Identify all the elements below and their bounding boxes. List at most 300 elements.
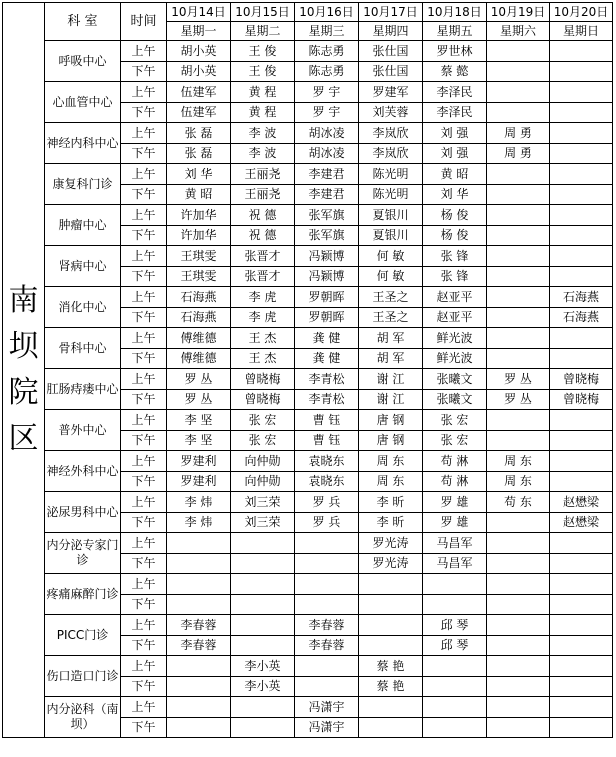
table-row [3, 82, 613, 103]
doctor-cell: 王丽尧 [231, 184, 295, 205]
doctor-cell: 邱 琴 [423, 635, 487, 656]
department-name: 泌尿男科中心 [45, 492, 121, 533]
doctor-cell [295, 676, 359, 697]
doctor-cell: 祝 德 [231, 205, 295, 226]
doctor-cell: 袁晓东 [295, 451, 359, 472]
doctor-cell: 邱 琴 [423, 615, 487, 636]
doctor-cell: 李 炜 [167, 512, 231, 533]
doctor-cell [487, 348, 550, 369]
doctor-cell: 龚 健 [295, 348, 359, 369]
table-row [3, 656, 613, 677]
doctor-cell: 李 虎 [231, 307, 295, 328]
department-name: PICC门诊 [45, 615, 121, 656]
table-row [3, 451, 613, 472]
doctor-cell [231, 697, 295, 718]
doctor-cell: 杨 俊 [423, 205, 487, 226]
doctor-cell: 陈志勇 [295, 41, 359, 62]
doctor-cell: 罗建利 [167, 451, 231, 472]
doctor-cell: 胡冰凌 [295, 123, 359, 144]
doctor-cell: 黄 程 [231, 82, 295, 103]
doctor-cell: 李小英 [231, 676, 295, 697]
doctor-cell: 李 虎 [231, 287, 295, 308]
doctor-cell [487, 512, 550, 533]
doctor-cell: 张军旗 [295, 205, 359, 226]
period-label: 上午 [121, 287, 167, 308]
doctor-cell [359, 615, 423, 636]
doctor-cell: 苟 淋 [423, 451, 487, 472]
date-header: 10月17日 [359, 3, 423, 22]
table-row [3, 410, 613, 431]
doctor-cell: 罗 雄 [423, 492, 487, 513]
doctor-cell: 杨 俊 [423, 225, 487, 246]
doctor-cell: 周 东 [359, 451, 423, 472]
doctor-cell: 罗 宇 [295, 102, 359, 123]
doctor-cell: 陈光明 [359, 164, 423, 185]
doctor-cell: 谢 江 [359, 369, 423, 390]
doctor-cell: 罗 宇 [295, 82, 359, 103]
doctor-cell: 王圣之 [359, 287, 423, 308]
department-name: 普外中心 [45, 410, 121, 451]
doctor-cell: 张仕国 [359, 61, 423, 82]
dept-header: 科 室 [45, 3, 121, 41]
period-label: 下午 [121, 635, 167, 656]
doctor-cell [487, 553, 550, 574]
date-header: 10月20日 [550, 3, 613, 22]
period-label: 下午 [121, 143, 167, 164]
date-header: 10月14日 [167, 3, 231, 22]
department-name: 神经外科中心 [45, 451, 121, 492]
period-label: 上午 [121, 697, 167, 718]
doctor-cell: 赵懋梁 [550, 512, 613, 533]
doctor-cell: 赵亚平 [423, 287, 487, 308]
period-label: 下午 [121, 102, 167, 123]
doctor-cell: 黄 程 [231, 102, 295, 123]
department-name: 伤口造口门诊 [45, 656, 121, 697]
period-label: 上午 [121, 656, 167, 677]
doctor-cell: 曾晓梅 [231, 389, 295, 410]
doctor-cell: 张 宏 [423, 410, 487, 431]
doctor-cell [550, 410, 613, 431]
doctor-cell [487, 205, 550, 226]
doctor-cell [550, 533, 613, 554]
doctor-cell: 李小英 [231, 656, 295, 677]
doctor-cell [550, 717, 613, 738]
doctor-cell [231, 533, 295, 554]
doctor-cell: 刘 华 [423, 184, 487, 205]
doctor-cell [487, 676, 550, 697]
doctor-cell: 龚 健 [295, 328, 359, 349]
doctor-cell: 张 磊 [167, 123, 231, 144]
doctor-cell: 赵亚平 [423, 307, 487, 328]
doctor-cell: 夏银川 [359, 205, 423, 226]
doctor-cell: 李春蓉 [167, 635, 231, 656]
doctor-cell: 张 磊 [167, 143, 231, 164]
doctor-cell: 李 昕 [359, 492, 423, 513]
doctor-cell: 夏银川 [359, 225, 423, 246]
doctor-cell: 王 杰 [231, 348, 295, 369]
doctor-cell: 曹 钰 [295, 430, 359, 451]
table-row [3, 41, 613, 62]
period-label: 上午 [121, 82, 167, 103]
doctor-cell [487, 635, 550, 656]
doctor-cell: 曾晓梅 [231, 369, 295, 390]
doctor-cell: 冯颖博 [295, 266, 359, 287]
doctor-cell [550, 471, 613, 492]
department-name: 肾病中心 [45, 246, 121, 287]
doctor-cell [550, 451, 613, 472]
doctor-cell: 李青松 [295, 369, 359, 390]
period-label: 上午 [121, 492, 167, 513]
doctor-cell [359, 635, 423, 656]
doctor-cell: 张晋才 [231, 246, 295, 267]
doctor-cell: 冯颖博 [295, 246, 359, 267]
date-header: 10月15日 [231, 3, 295, 22]
doctor-cell [167, 656, 231, 677]
doctor-cell [231, 553, 295, 574]
doctor-cell: 张 宏 [231, 410, 295, 431]
doctor-cell: 向仲勋 [231, 471, 295, 492]
doctor-cell [550, 184, 613, 205]
period-label: 上午 [121, 574, 167, 595]
doctor-cell: 冯潇宇 [295, 697, 359, 718]
doctor-cell: 张 锋 [423, 246, 487, 267]
doctor-cell: 罗 兵 [295, 492, 359, 513]
period-label: 上午 [121, 615, 167, 636]
doctor-cell: 王圣之 [359, 307, 423, 328]
doctor-cell: 张 宏 [423, 430, 487, 451]
doctor-cell [550, 594, 613, 615]
schedule-table [2, 2, 613, 738]
doctor-cell: 赵懋梁 [550, 492, 613, 513]
doctor-cell [550, 615, 613, 636]
doctor-cell: 罗 丛 [167, 389, 231, 410]
time-header: 时间 [121, 3, 167, 41]
doctor-cell: 罗 丛 [487, 389, 550, 410]
doctor-cell: 李岚欣 [359, 143, 423, 164]
doctor-cell [167, 574, 231, 595]
doctor-cell: 刘 华 [167, 164, 231, 185]
department-name: 康复科门诊 [45, 164, 121, 205]
period-label: 下午 [121, 471, 167, 492]
doctor-cell [550, 574, 613, 595]
doctor-cell: 李建君 [295, 164, 359, 185]
period-label: 上午 [121, 41, 167, 62]
doctor-cell: 李 波 [231, 143, 295, 164]
department-name: 骨科中心 [45, 328, 121, 369]
doctor-cell [423, 656, 487, 677]
doctor-cell [487, 287, 550, 308]
weekday-header: 星期六 [487, 22, 550, 41]
department-name: 内分泌专家门诊 [45, 533, 121, 574]
doctor-cell: 许加华 [167, 205, 231, 226]
doctor-cell: 黄 昭 [167, 184, 231, 205]
doctor-cell: 周 勇 [487, 123, 550, 144]
doctor-cell [167, 533, 231, 554]
date-header: 10月19日 [487, 3, 550, 22]
doctor-cell: 谢 江 [359, 389, 423, 410]
period-label: 下午 [121, 717, 167, 738]
doctor-cell: 罗光涛 [359, 553, 423, 574]
table-row [3, 697, 613, 718]
doctor-cell: 陈志勇 [295, 61, 359, 82]
doctor-cell [167, 676, 231, 697]
doctor-cell [550, 635, 613, 656]
table-row [3, 328, 613, 349]
doctor-cell [550, 225, 613, 246]
doctor-cell: 袁晓东 [295, 471, 359, 492]
doctor-cell [487, 430, 550, 451]
doctor-cell [295, 656, 359, 677]
doctor-cell [487, 656, 550, 677]
doctor-cell [487, 410, 550, 431]
doctor-cell: 周 东 [359, 471, 423, 492]
doctor-cell: 向仲勋 [231, 451, 295, 472]
doctor-cell: 李 坚 [167, 410, 231, 431]
doctor-cell [550, 328, 613, 349]
doctor-cell [487, 574, 550, 595]
weekday-header: 星期五 [423, 22, 487, 41]
doctor-cell: 刘 强 [423, 143, 487, 164]
doctor-cell [550, 61, 613, 82]
period-label: 下午 [121, 266, 167, 287]
doctor-cell: 胡冰凌 [295, 143, 359, 164]
doctor-cell: 李 坚 [167, 430, 231, 451]
doctor-cell: 何 敏 [359, 246, 423, 267]
doctor-cell: 唐 钢 [359, 410, 423, 431]
department-name: 心血管中心 [45, 82, 121, 123]
period-label: 上午 [121, 328, 167, 349]
table-row [3, 123, 613, 144]
doctor-cell: 李建君 [295, 184, 359, 205]
period-label: 下午 [121, 430, 167, 451]
doctor-cell [167, 717, 231, 738]
table-row [3, 574, 613, 595]
doctor-cell: 李泽民 [423, 102, 487, 123]
doctor-cell: 冯潇宇 [295, 717, 359, 738]
doctor-cell: 马昌军 [423, 533, 487, 554]
weekday-header: 星期二 [231, 22, 295, 41]
doctor-cell: 李 炜 [167, 492, 231, 513]
weekday-header: 星期日 [550, 22, 613, 41]
doctor-cell: 王 俊 [231, 41, 295, 62]
table-row [3, 533, 613, 554]
doctor-cell [423, 717, 487, 738]
doctor-cell: 胡小英 [167, 61, 231, 82]
weekday-header: 星期四 [359, 22, 423, 41]
doctor-cell: 刘芙蓉 [359, 102, 423, 123]
department-name: 呼吸中心 [45, 41, 121, 82]
doctor-cell: 张晋才 [231, 266, 295, 287]
period-label: 下午 [121, 348, 167, 369]
doctor-cell [487, 717, 550, 738]
doctor-cell [487, 102, 550, 123]
doctor-cell [550, 266, 613, 287]
doctor-cell [550, 82, 613, 103]
doctor-cell [231, 574, 295, 595]
doctor-cell [295, 533, 359, 554]
doctor-cell: 罗 丛 [487, 369, 550, 390]
doctor-cell: 罗世林 [423, 41, 487, 62]
doctor-cell: 傅维德 [167, 348, 231, 369]
doctor-cell: 胡小英 [167, 41, 231, 62]
doctor-cell: 伍建军 [167, 82, 231, 103]
doctor-cell: 石海燕 [167, 307, 231, 328]
doctor-cell: 刘三荣 [231, 512, 295, 533]
doctor-cell [550, 123, 613, 144]
doctor-cell: 罗 兵 [295, 512, 359, 533]
doctor-cell [295, 594, 359, 615]
period-label: 下午 [121, 61, 167, 82]
doctor-cell: 张曦文 [423, 369, 487, 390]
weekday-header: 星期三 [295, 22, 359, 41]
doctor-cell [550, 205, 613, 226]
doctor-cell [487, 615, 550, 636]
period-label: 下午 [121, 307, 167, 328]
doctor-cell: 罗朝晖 [295, 287, 359, 308]
doctor-cell [487, 82, 550, 103]
period-label: 上午 [121, 205, 167, 226]
doctor-cell: 蔡 艳 [359, 656, 423, 677]
doctor-cell: 鲜光波 [423, 328, 487, 349]
doctor-cell: 罗建利 [167, 471, 231, 492]
doctor-cell: 周 勇 [487, 143, 550, 164]
doctor-cell [167, 594, 231, 615]
doctor-cell [550, 697, 613, 718]
doctor-cell: 傅维德 [167, 328, 231, 349]
department-name: 疼痛麻醉门诊 [45, 574, 121, 615]
doctor-cell [487, 697, 550, 718]
period-label: 下午 [121, 184, 167, 205]
doctor-cell: 罗建军 [359, 82, 423, 103]
doctor-cell: 罗 雄 [423, 512, 487, 533]
doctor-cell [550, 164, 613, 185]
doctor-cell [231, 635, 295, 656]
period-label: 下午 [121, 389, 167, 410]
doctor-cell: 唐 钢 [359, 430, 423, 451]
period-label: 上午 [121, 451, 167, 472]
doctor-cell: 张仕国 [359, 41, 423, 62]
doctor-cell [550, 348, 613, 369]
table-row [3, 246, 613, 267]
doctor-cell: 伍建军 [167, 102, 231, 123]
doctor-cell: 祝 德 [231, 225, 295, 246]
doctor-cell: 胡 军 [359, 348, 423, 369]
doctor-cell [550, 246, 613, 267]
doctor-cell: 李 昕 [359, 512, 423, 533]
table-row [3, 205, 613, 226]
department-name: 神经内科中心 [45, 123, 121, 164]
doctor-cell: 周 东 [487, 471, 550, 492]
doctor-cell [423, 574, 487, 595]
doctor-cell: 鲜光波 [423, 348, 487, 369]
doctor-cell [487, 246, 550, 267]
department-name: 肿瘤中心 [45, 205, 121, 246]
doctor-cell: 王琪雯 [167, 246, 231, 267]
doctor-cell: 罗光涛 [359, 533, 423, 554]
period-label: 上午 [121, 369, 167, 390]
doctor-cell [295, 553, 359, 574]
doctor-cell [231, 615, 295, 636]
doctor-cell [487, 225, 550, 246]
doctor-cell: 胡 军 [359, 328, 423, 349]
doctor-cell [359, 574, 423, 595]
doctor-cell: 王丽尧 [231, 164, 295, 185]
period-label: 下午 [121, 594, 167, 615]
doctor-cell: 曹 钰 [295, 410, 359, 431]
doctor-cell [231, 594, 295, 615]
doctor-cell [423, 594, 487, 615]
doctor-cell: 曾晓梅 [550, 389, 613, 410]
doctor-cell [487, 41, 550, 62]
doctor-cell: 黄 昭 [423, 164, 487, 185]
department-name: 消化中心 [45, 287, 121, 328]
doctor-cell [487, 61, 550, 82]
doctor-cell: 何 敏 [359, 266, 423, 287]
doctor-cell [487, 328, 550, 349]
doctor-cell: 王 杰 [231, 328, 295, 349]
date-header-row [3, 3, 613, 22]
doctor-cell: 周 东 [487, 451, 550, 472]
doctor-cell: 张 宏 [231, 430, 295, 451]
doctor-cell: 马昌军 [423, 553, 487, 574]
doctor-cell [423, 697, 487, 718]
doctor-cell [487, 533, 550, 554]
doctor-cell: 石海燕 [550, 307, 613, 328]
doctor-cell: 李春蓉 [295, 615, 359, 636]
doctor-cell: 蔡 艳 [359, 676, 423, 697]
table-row [3, 287, 613, 308]
campus-label: 南坝院区 [3, 3, 45, 738]
doctor-cell: 张军旗 [295, 225, 359, 246]
doctor-cell [231, 717, 295, 738]
period-label: 上午 [121, 533, 167, 554]
period-label: 下午 [121, 225, 167, 246]
doctor-cell: 王琪雯 [167, 266, 231, 287]
table-row [3, 164, 613, 185]
doctor-cell [550, 430, 613, 451]
doctor-cell: 李泽民 [423, 82, 487, 103]
doctor-cell: 苟 淋 [423, 471, 487, 492]
doctor-cell [359, 697, 423, 718]
period-label: 上午 [121, 164, 167, 185]
doctor-cell: 李青松 [295, 389, 359, 410]
doctor-cell [550, 41, 613, 62]
doctor-cell [295, 574, 359, 595]
period-label: 下午 [121, 676, 167, 697]
doctor-cell [550, 553, 613, 574]
doctor-cell: 许加华 [167, 225, 231, 246]
period-label: 上午 [121, 410, 167, 431]
doctor-cell: 石海燕 [550, 287, 613, 308]
doctor-cell [359, 594, 423, 615]
doctor-cell [423, 676, 487, 697]
department-name: 内分泌科（南坝） [45, 697, 121, 738]
department-name: 肛肠痔瘘中心 [45, 369, 121, 410]
doctor-cell: 石海燕 [167, 287, 231, 308]
period-label: 下午 [121, 553, 167, 574]
weekday-header: 星期一 [167, 22, 231, 41]
doctor-cell [487, 266, 550, 287]
doctor-cell: 罗朝晖 [295, 307, 359, 328]
doctor-cell [550, 102, 613, 123]
doctor-cell: 苟 东 [487, 492, 550, 513]
doctor-cell [359, 717, 423, 738]
doctor-cell: 李春蓉 [167, 615, 231, 636]
doctor-cell: 李 波 [231, 123, 295, 144]
doctor-cell: 张曦文 [423, 389, 487, 410]
doctor-cell [167, 697, 231, 718]
date-header: 10月18日 [423, 3, 487, 22]
